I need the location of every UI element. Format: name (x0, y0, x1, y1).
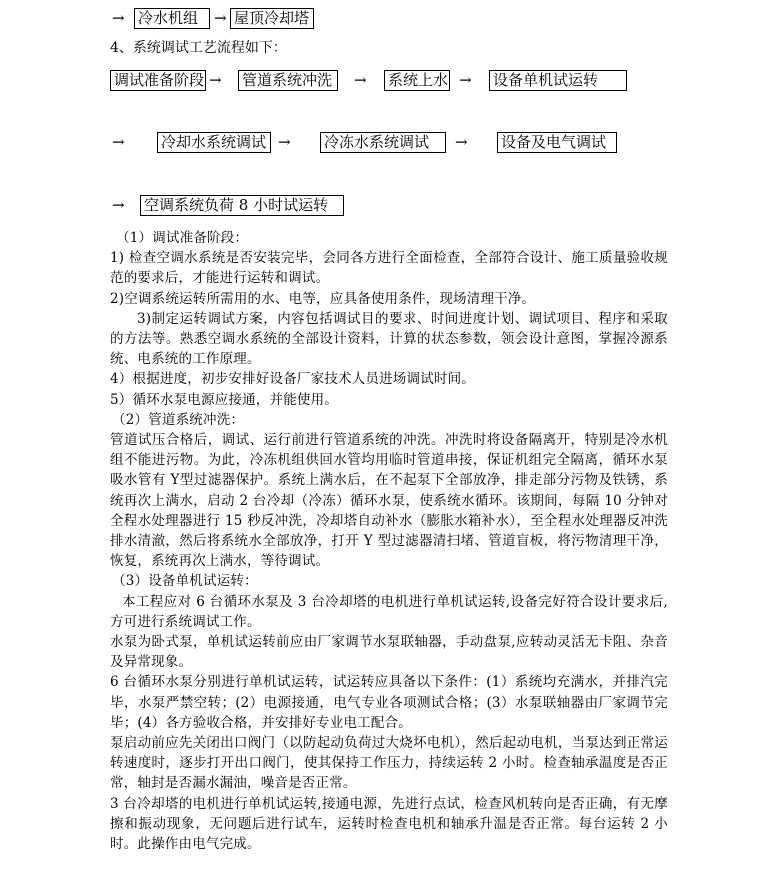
paragraph: 1) 检查空调水系统是否安装完毕，会同各方进行全面检查，全部符合设计、施工质量验收规范的要求后，才能进行运转和调试。 (110, 250, 668, 287)
section-heading: 4、系统调试工艺流程如下： (110, 40, 287, 56)
body-text (110, 228, 668, 854)
subsection-heading: （1）调试准备阶段： (116, 230, 249, 246)
paragraph: 3)制定运转调试方案，内容包括调试目的要求、时间进度计划、调试项目、程序和采取的方法等。熟悉空调水系统的全部设计资料，计算的状态参数，领会设计意图，掌握冷源系统、电系统的工作原理。 (110, 310, 668, 368)
paragraph: 3 台冷却塔的电机进行单机试运转,接通电源，先进行点试，检查风机转向是否正确，有无摩擦和振动现象，无问题后进行试车，运转时检查电机和轴承升温是否正常。每台运转 2 小时。此操作由电气完成。 (110, 795, 668, 853)
flow-arrow: → (112, 196, 125, 214)
flow-box-single-unit-test: 设备单机试运转 (489, 70, 627, 91)
flow-box-pipe-flush: 管道系统冲洗 (238, 70, 338, 91)
paragraph: 本工程应对 6 台循环水泵及 3 台冷却塔的电机进行单机试运转,设备完好符合设计要求后,方可进行系统调试工作。 (110, 593, 668, 630)
flow-arrow: → (209, 71, 222, 89)
flow-box-cooling-water-test: 冷却水系统调试 (157, 132, 271, 153)
flow-box-chilled-water-test: 冷冻水系统调试 (320, 132, 446, 153)
subsection-heading: （3）设备单机试运转： (112, 573, 258, 590)
flow-box-8-hour-load-run: 空调系统负荷 8 小时试运转 (140, 195, 344, 216)
flow-arrow: → (459, 71, 472, 89)
flow-box-cooling-tower: 屋顶冷却塔 (230, 8, 314, 29)
subsection-heading: （2）管道系统冲洗： (112, 411, 245, 428)
flow-box-chiller: 冷水机组 (134, 8, 210, 29)
flow-arrow: → (278, 133, 291, 151)
flow-arrow: → (354, 71, 367, 89)
flow-arrow: → (112, 133, 125, 151)
flow-box-water-fill: 系统上水 (384, 70, 450, 91)
paragraph: 6 台循环水泵分别进行单机试运转，试运转应具备以下条件：(1）系统均充满水，并排汽完毕，水泵严禁空转；(2）电源接通，电气专业各项测试合格；(3）水泵联轴器由厂家调节完毕；(4）各方验收合格，并安排好专业电工配合。 (110, 674, 668, 731)
paragraph: 水泵为卧式泵，单机试运转前应由厂家调节水泵联轴器，手动盘泵,应转动灵活无卡阻、杂音及异常现象。 (110, 634, 668, 671)
paragraph: 泵启动前应先关闭出口阀门（以防起动负荷过大烧坏电机），然后起动电机，当泵达到正常运转速度时，逐步打开出口阀门，使其保持工作压力，持续运转 2 小时。检查轴承温度是否正常，轴封是否漏水漏油，噪音是否正常。 (110, 735, 668, 792)
flow-arrow: → (112, 9, 125, 27)
paragraph: 5）循环水泵电源应接通，并能使用。 (110, 391, 338, 408)
paragraph: 管道试压合格后，调试、运行前进行管道系统的冲洗。冲洗时将设备隔离开，特别是冷水机组不能进污物。为此，冷冻机组供回水管均用临时管道串接，保证机组完全隔离，循环水泵吸水管有 Y型过滤器保护。系统上满水后，在不起泵下全部放净，排走部分污物及铁锈，系统再次上满水，启动 2 台冷却（冷冻）循环水泵，使系统水循环。该期间，每隔 10 分钟对全程水处理器进行 15 秒反冲洗，冷却塔自动补水（膨胀水箱补水），至全程水处理器反冲洗排水清澈，然后将系统水全部放净，打开 Y 型过滤器清扫堵、管道盲板，将污物清理干净，恢复，系统再次上满水，等待调试。 (110, 432, 668, 570)
paragraph: 2)空调系统运转所需用的水、电等，应具备使用条件，现场清理干净。 (110, 290, 536, 307)
flow-box-equipment-electrical-test: 设备及电气调试 (497, 132, 617, 153)
paragraph: 4）根据进度，初步安排好设备厂家技术人员进场调试时间。 (110, 371, 475, 388)
flow-box-prep-stage: 调试准备阶段 (110, 70, 206, 91)
flow-arrow: → (455, 133, 468, 151)
flow-arrow: → (214, 9, 227, 27)
